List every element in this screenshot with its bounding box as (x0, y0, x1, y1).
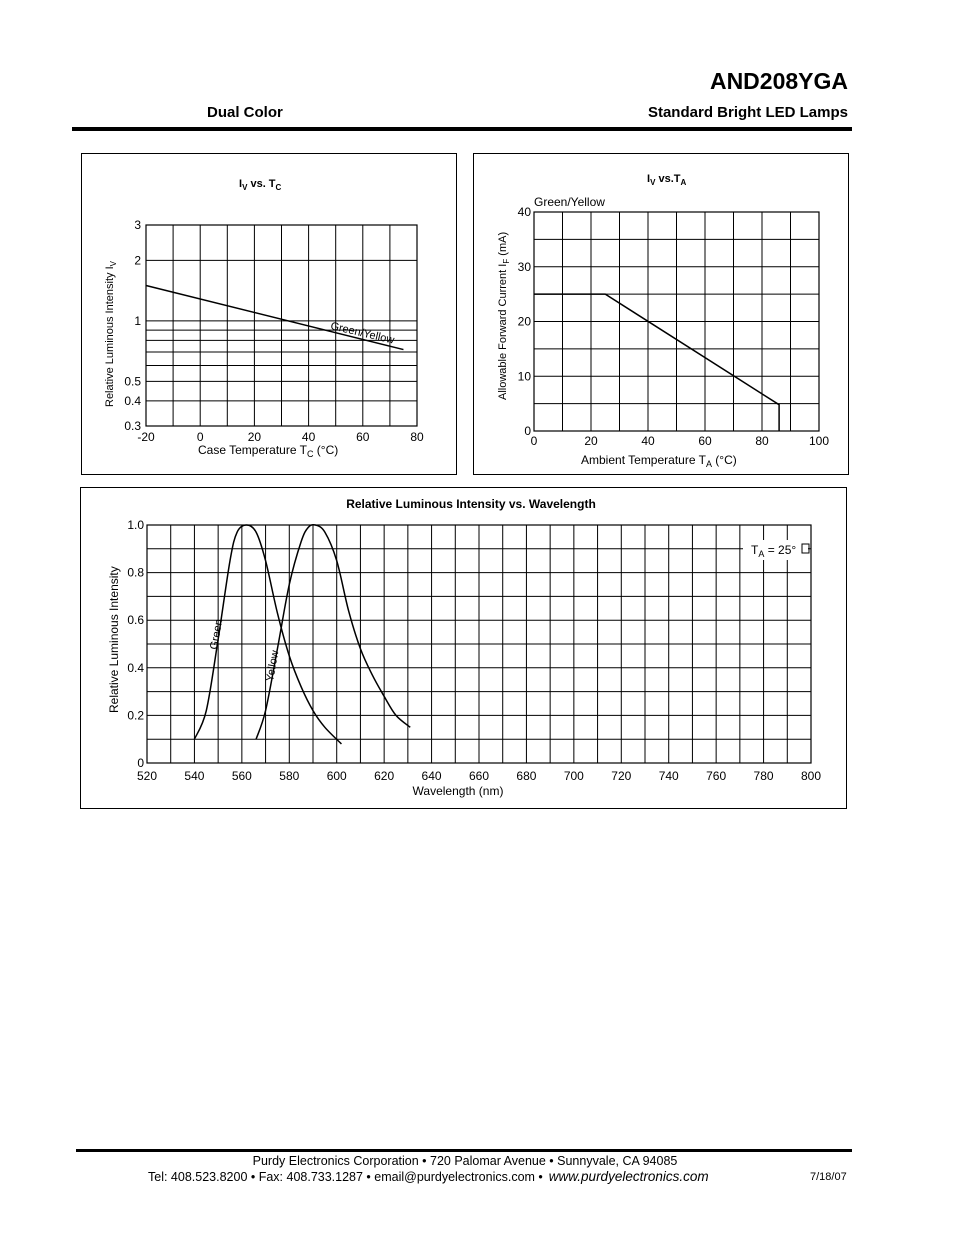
y-tick-label: 0.6 (127, 613, 144, 628)
chart2-ylabel: Allowable Forward Current $I_F$ (mA) (497, 231, 511, 400)
x-tick-label: 100 (808, 434, 830, 448)
x-tick-label: 20 (247, 430, 262, 444)
chart1-title: $I_V$ vs. $T_C$ (239, 178, 282, 192)
x-tick-label: 560 (231, 769, 252, 783)
x-tick-label: -20 (137, 430, 155, 444)
x-tick-label: 660 (468, 769, 490, 783)
series-line-yellow (256, 525, 410, 740)
part-number: AND208YGA (709, 68, 848, 94)
chart-if-vs-ta (474, 154, 848, 474)
yellow-curve-label: Yellow (264, 649, 282, 683)
y-tick-label: 0.4 (124, 393, 141, 408)
x-tick-label: 40 (641, 434, 655, 448)
chart3-ylabel: Relative Luminous Intensity (107, 566, 121, 713)
header-rule (72, 127, 852, 131)
footer-contact (148, 1169, 709, 1184)
chart3-xlabel: Wavelength (nm) (412, 784, 504, 798)
y-tick-label: 40 (517, 205, 531, 219)
x-tick-label: 720 (611, 769, 632, 783)
chart-if-vs-ta-panel (473, 153, 849, 475)
footer-contact-text: Tel: 408.523.8200 • Fax: 408.733.1287 • email@purdyelectronics.com • (148, 1170, 543, 1184)
chart1-xlabel: Case Temperature $T_C$ (°C) (198, 443, 339, 459)
x-tick-label: 600 (326, 769, 347, 783)
y-tick-label: 10 (517, 369, 531, 384)
x-tick-label: 40 (301, 430, 316, 444)
y-tick-label: 0 (524, 424, 531, 438)
x-tick-label: 620 (374, 769, 395, 783)
footer-website-link[interactable]: www.purdyelectronics.com (548, 1169, 709, 1184)
y-tick-label: 2 (134, 253, 141, 268)
x-tick-label: 740 (658, 769, 679, 783)
x-tick-label: 540 (184, 769, 205, 783)
green-curve-label: Green (208, 618, 226, 651)
x-tick-label: 0 (196, 430, 204, 444)
product-type: Dual Color (207, 104, 283, 121)
y-tick-label: 30 (517, 259, 531, 274)
x-tick-label: 60 (356, 430, 370, 444)
chart3-annotation: $T_A = 25^\circ$ (751, 543, 797, 559)
y-tick-label: 0.8 (127, 565, 144, 580)
y-tick-label: 20 (517, 314, 531, 329)
x-tick-label: 80 (755, 434, 769, 448)
series-line-derating (534, 294, 779, 431)
y-tick-label: 3 (134, 218, 141, 232)
y-tick-label: 0.3 (124, 419, 141, 433)
footer-rule (76, 1149, 852, 1152)
y-tick-label: 0.2 (127, 708, 144, 723)
y-tick-label: 1 (134, 313, 141, 328)
x-tick-label: 520 (136, 769, 158, 783)
x-tick-label: 20 (584, 434, 598, 448)
x-tick-label: 640 (421, 769, 442, 783)
chart-iv-vs-tc-panel (81, 153, 457, 475)
y-tick-label: 1.0 (127, 518, 144, 532)
chart-spectrum (81, 488, 846, 808)
chart2-title: $I_V$ $vs.T_A$ (647, 173, 687, 187)
x-tick-label: 800 (800, 769, 822, 783)
footer-address: Purdy Electronics Corporation • 720 Palomar Avenue • Sunnyvale, CA 94085 (252, 1154, 678, 1168)
x-tick-label: 80 (410, 430, 424, 444)
chart-iv-vs-tc (82, 154, 456, 474)
y-tick-label: 0 (137, 756, 144, 770)
x-tick-label: 780 (753, 769, 774, 783)
chart3-title: Relative Luminous Intensity vs. Wavelength (346, 497, 596, 511)
x-tick-label: 0 (530, 434, 538, 448)
chart1-series-label: Green/Yellow (329, 320, 396, 347)
chart-spectrum-panel (80, 487, 847, 809)
x-tick-label: 680 (516, 769, 537, 783)
x-tick-label: 60 (698, 434, 712, 448)
y-tick-label: 0.4 (127, 660, 144, 675)
chart2-xlabel: Ambient Temperature $T_A$ (°C) (581, 453, 737, 469)
x-tick-label: 760 (706, 769, 727, 783)
product-category: Standard Bright LED Lamps (647, 104, 848, 121)
x-tick-label: 580 (279, 769, 300, 783)
x-tick-label: 700 (563, 769, 584, 783)
y-tick-label: 0.5 (124, 374, 141, 389)
chart1-ylabel: Relative Luminous Intensity $I_V$ (104, 261, 118, 407)
chart2-series-label: Green/Yellow (534, 195, 605, 209)
footer-date: 7/18/07 (810, 1171, 847, 1183)
